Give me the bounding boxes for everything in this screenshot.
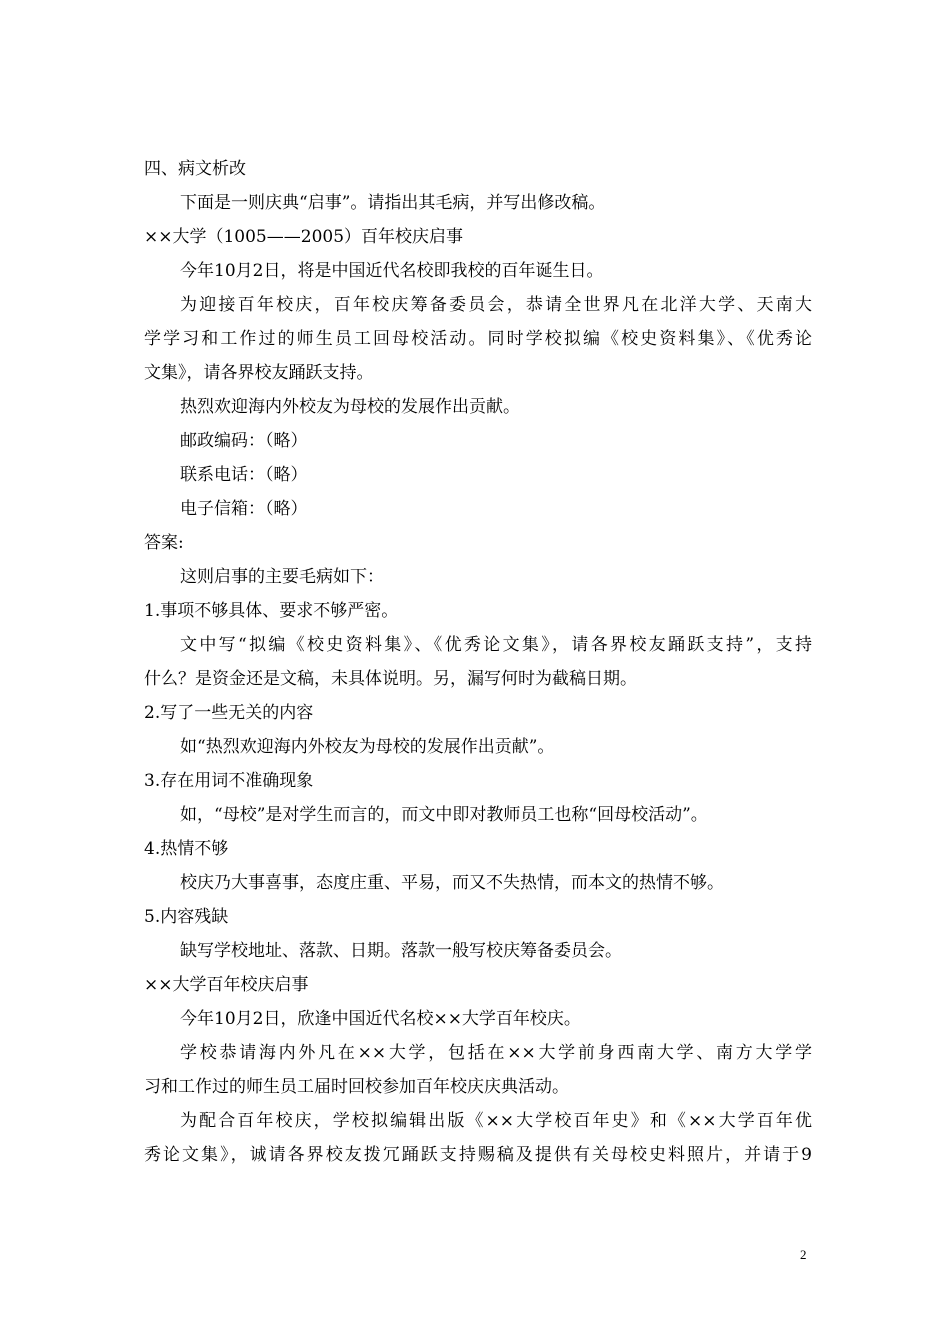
- answer-intro: 这则启事的主要毛病如下：: [180, 567, 384, 587]
- task-instruction: 下面是一则庆典“启事”。请指出其毛病，并写出修改稿。: [180, 193, 606, 213]
- original-notice-paragraph: 今年10月2日，将是中国近代名校即我校的百年诞生日。: [180, 261, 604, 281]
- document-body: [144, 152, 812, 1172]
- original-notice-paragraph: 为迎接百年校庆，百年校庆筹备委员会，恭请全世界凡在北洋大学、天南大: [180, 295, 812, 315]
- original-notice-paragraph: 热烈欢迎海内外校友为母校的发展作出贡献。: [180, 397, 520, 417]
- problem-heading: 4.热情不够: [144, 839, 229, 859]
- problem-heading: 3.存在用词不准确现象: [144, 771, 314, 791]
- problem-explanation: 缺写学校地址、落款、日期。落款一般写校庆筹备委员会。: [180, 941, 622, 961]
- revised-notice-paragraph: 习和工作过的师生员工届时回校参加百年校庆庆典活动。: [144, 1077, 569, 1097]
- section-heading: 四、病文析改: [144, 159, 246, 179]
- page-number: 2: [800, 1247, 807, 1262]
- revised-notice-paragraph: 为配合百年校庆，学校拟编辑出版《××大学校百年史》和《××大学百年优: [180, 1111, 812, 1131]
- revised-notice-paragraph: 秀论文集》，诚请各界校友拨冗踊跃支持赐稿及提供有关母校史料照片，并请于9: [144, 1145, 812, 1165]
- problem-explanation: 如，“母校”是对学生而言的，而文中即对教师员工也称“回母校活动”。: [180, 805, 708, 825]
- revised-notice-paragraph: 今年10月2日，欣逢中国近代名校××大学百年校庆。: [180, 1009, 581, 1029]
- problem-heading: 2.写了一些无关的内容: [144, 703, 314, 723]
- contact-phone: 联系电话：（略）: [180, 465, 308, 485]
- problem-heading: 1.事项不够具体、要求不够严密。: [144, 601, 399, 621]
- problem-explanation: 校庆乃大事喜事，态度庄重、平易，而又不失热情，而本文的热情不够。: [180, 873, 724, 893]
- problem-heading: 5.内容残缺: [144, 907, 229, 927]
- problem-explanation: 什么？是资金还是文稿，未具体说明。另，漏写何时为截稿日期。: [144, 669, 637, 689]
- answer-label: 答案:: [144, 533, 184, 553]
- revised-notice-title: ××大学百年校庆启事: [144, 975, 309, 995]
- problem-explanation: 如“热烈欢迎海内外校友为母校的发展作出贡献”。: [180, 737, 555, 757]
- original-notice-paragraph: 文集》，请各界校友踊跃支持。: [144, 363, 374, 383]
- original-notice-title: ××大学（1005——2005）百年校庆启事: [144, 227, 464, 247]
- contact-postcode: 邮政编码：（略）: [180, 431, 308, 451]
- problem-explanation: 文中写“拟编《校史资料集》、《优秀论文集》，请各界校友踊跃支持”，支持: [180, 635, 812, 655]
- contact-email: 电子信箱：（略）: [180, 499, 308, 519]
- original-notice-paragraph: 学学习和工作过的师生员工回母校活动。同时学校拟编《校史资料集》、《优秀论: [144, 329, 812, 349]
- revised-notice-paragraph: 学校恭请海内外凡在××大学，包括在××大学前身西南大学、南方大学学: [180, 1043, 812, 1063]
